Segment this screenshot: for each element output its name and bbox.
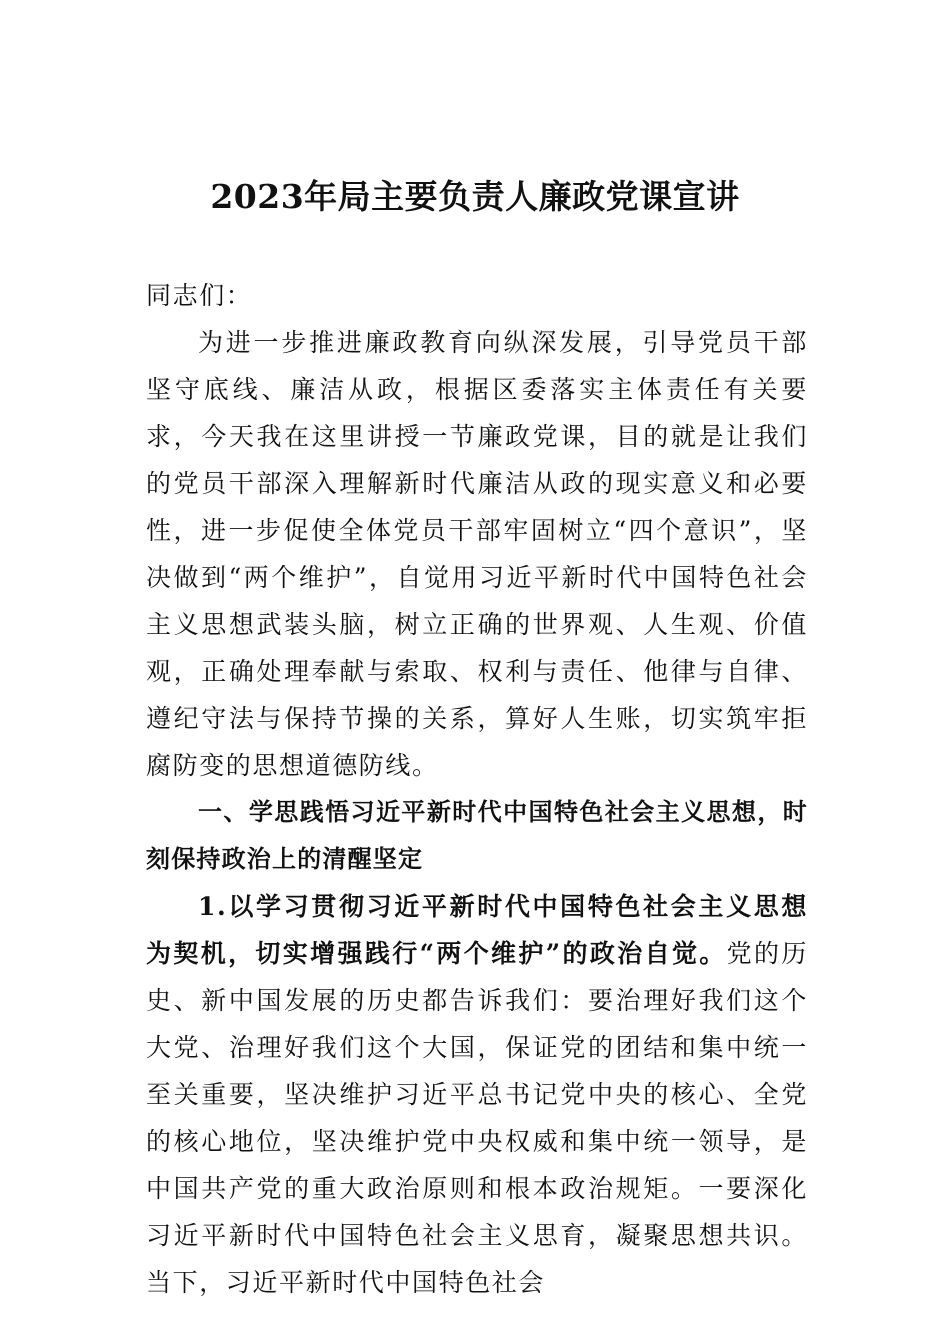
document-title: 2023年局主要负责人廉政党课宣讲 [210,177,740,216]
salutation: 同志们： [146,281,253,310]
document-body [146,272,808,1306]
intro-paragraph: 为进一步推进廉政教育向纵深发展，引导党员干部坚守底线、廉洁从政，根据区委落实主体责任有关要求，今天我在这里讲授一节廉政党课，目的就是让我们的党员干部深入理解新时代廉洁从政的现实意义和必要性，进一步促使全体党员干部牢固树立“四个意识”，坚决做到“两个维护”，自觉用习近平新时代中国特色社会主义思想武装头脑，树立正确的世界观、人生观、价值观，正确处理奉献与索取、权利与责任、他律与自律、遵纪守法与保持节操的关系，算好人生账，切实筑牢拒腐防变的思想道德防线。 [146,328,808,780]
point-1-paragraph [146,883,808,1306]
point-1-body: 党的历史、新中国发展的历史都告诉我们：要治理好我们这个大党、治理好我们这个大国，保证党的团结和集中统一至关重要，坚决维护习近平总书记党中央的核心、全党的核心地位，坚决维护党中央权威和集中统一领导，是中国共产党的重大政治原则和根本政治规矩。一要深化习近平新时代中国特色社会主义思育，凝聚思想共识。当下，习近平新时代中国特色社会 [146,939,808,1297]
section-heading-1: 一、学思践悟习近平新时代中国特色社会主义思想，时刻保持政治上的清醒坚定 [146,798,808,873]
point-1-lead: 1.以学习贯彻习近平新时代中国特色社会主义思想为契机，切实增强践行“两个维护”的政治自觉。 [146,892,808,968]
